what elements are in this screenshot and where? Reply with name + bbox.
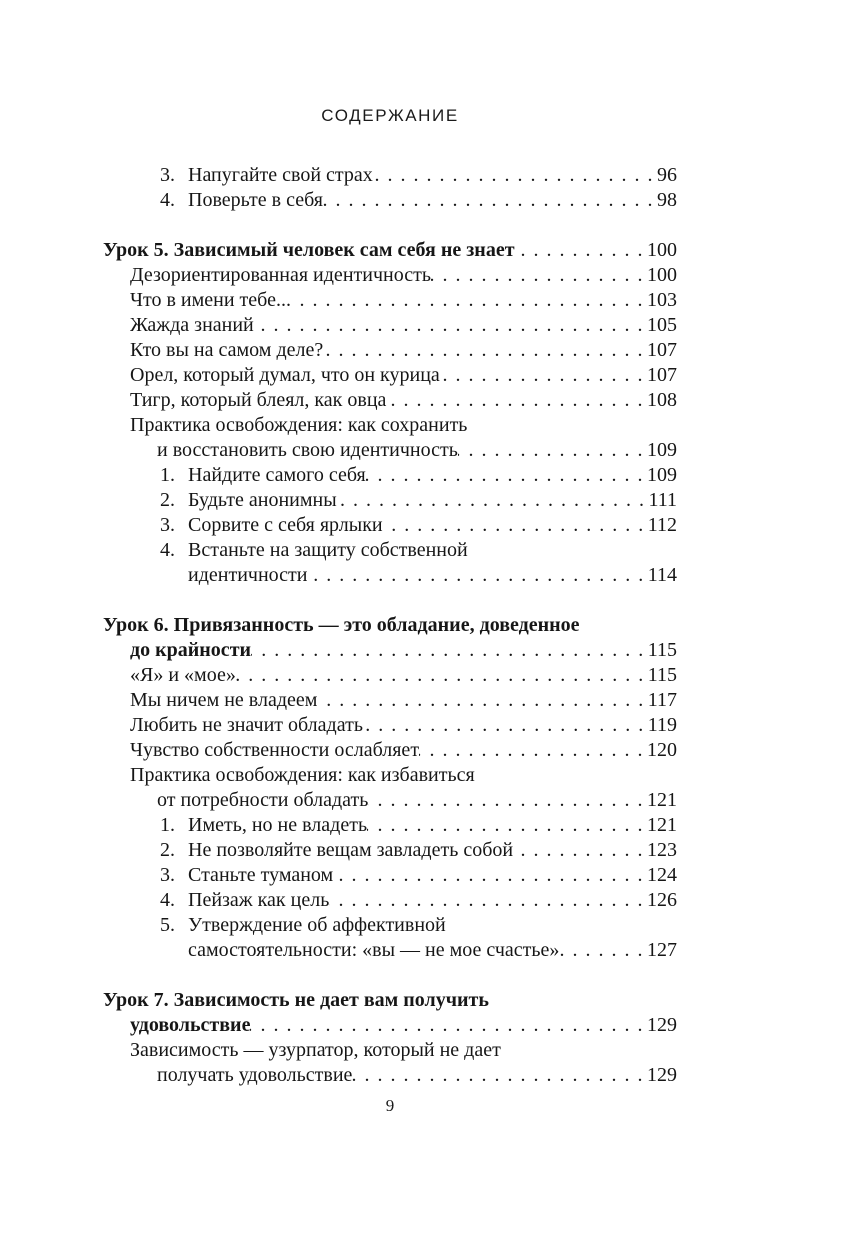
toc-entry-title: Не позволяйте вещам завладеть собой bbox=[188, 839, 514, 861]
toc-page-number: 117 bbox=[647, 689, 677, 711]
toc-row bbox=[103, 163, 677, 188]
toc-page-number: 109 bbox=[647, 439, 677, 461]
toc-row bbox=[103, 913, 677, 938]
toc-page-number: 107 bbox=[647, 364, 677, 386]
toc-page-number: 123 bbox=[647, 839, 677, 861]
toc-entry-number: 1. bbox=[160, 814, 175, 836]
dot-leader bbox=[458, 438, 647, 463]
toc-row bbox=[103, 1038, 677, 1063]
dot-leader bbox=[366, 463, 647, 488]
toc-row bbox=[103, 538, 677, 563]
toc-entry-title: Урок 5. Зависимый человек сам себя не знает bbox=[103, 239, 515, 261]
toc-entry-number: 5. bbox=[160, 914, 175, 936]
toc-entry-title: Орел, который думал, что он курица bbox=[130, 364, 440, 386]
toc-entry-title: Чувство собственности ослабляет bbox=[130, 739, 420, 761]
toc-page-number: 126 bbox=[647, 889, 677, 911]
toc-entry-title: Урок 7. Зависимость не дает вам получить bbox=[103, 989, 489, 1011]
toc-page-number: 127 bbox=[647, 939, 677, 961]
toc-entry-number: 2. bbox=[160, 489, 175, 511]
toc-row bbox=[103, 638, 677, 663]
toc-entry-number: 1. bbox=[160, 464, 175, 486]
page-number: 9 bbox=[385, 1096, 395, 1115]
toc-entry-title: идентичности bbox=[188, 564, 308, 586]
toc-entry-title: Сорвите с себя ярлыки bbox=[188, 514, 383, 536]
dot-leader bbox=[513, 838, 647, 863]
dot-leader bbox=[440, 363, 647, 388]
toc-entry-title: Встаньте на защиту собственной bbox=[188, 539, 468, 561]
toc-entry-number: 2. bbox=[160, 839, 175, 861]
dot-leader bbox=[559, 938, 647, 963]
toc-row bbox=[103, 338, 677, 363]
toc-row bbox=[103, 763, 677, 788]
toc-entry-title: Дезориентированная идентичность bbox=[130, 264, 431, 286]
toc-entry-title: Что в имени тебе... bbox=[130, 289, 291, 311]
toc-entry-title: Любить не значит обладать bbox=[130, 714, 363, 736]
dot-leader bbox=[373, 163, 657, 188]
toc-row bbox=[103, 713, 677, 738]
toc-row bbox=[103, 288, 677, 313]
toc-entry-title: получать удовольствие bbox=[157, 1064, 353, 1086]
toc-entry-number: 3. bbox=[160, 514, 175, 536]
toc-entry-title: и восстановить свою идентичность bbox=[157, 439, 458, 461]
toc-page-number: 111 bbox=[648, 489, 677, 511]
dot-leader bbox=[363, 713, 648, 738]
toc-row bbox=[103, 838, 677, 863]
toc-row bbox=[103, 513, 677, 538]
toc-row bbox=[103, 663, 677, 688]
dot-leader bbox=[236, 663, 648, 688]
dot-leader bbox=[368, 788, 647, 813]
toc-page-number: 124 bbox=[647, 864, 677, 886]
toc-row bbox=[103, 1013, 677, 1038]
toc-page-number: 114 bbox=[647, 564, 677, 586]
toc-page-number: 129 bbox=[647, 1014, 677, 1036]
toc-row bbox=[103, 263, 677, 288]
toc-page-number: 112 bbox=[647, 514, 677, 536]
dot-leader bbox=[431, 263, 647, 288]
toc-entry-title: Урок 6. Привязанность — это обладание, доведенное bbox=[103, 614, 580, 636]
toc-entry-number: 4. bbox=[160, 189, 175, 211]
toc-page-number: 109 bbox=[647, 464, 677, 486]
toc-entry-title: Будьте анонимны bbox=[188, 489, 337, 511]
dot-leader bbox=[254, 313, 647, 338]
dot-leader bbox=[329, 888, 647, 913]
toc-page-number: 108 bbox=[647, 389, 677, 411]
toc-row bbox=[103, 863, 677, 888]
toc-entry-title: Станьте туманом bbox=[188, 864, 334, 886]
toc-row bbox=[103, 413, 677, 438]
dot-leader bbox=[323, 338, 647, 363]
toc-row bbox=[103, 1063, 677, 1088]
toc-page-number: 115 bbox=[647, 664, 677, 686]
toc-page-number: 100 bbox=[647, 264, 677, 286]
toc-row bbox=[103, 488, 677, 513]
toc-page-number: 115 bbox=[647, 639, 677, 661]
toc-page-number: 129 bbox=[647, 1064, 677, 1086]
toc-row bbox=[103, 438, 677, 463]
toc-page-number: 121 bbox=[647, 814, 677, 836]
dot-leader bbox=[307, 563, 647, 588]
contents-title: СОДЕРЖАНИЕ bbox=[321, 106, 459, 125]
dot-leader bbox=[367, 813, 647, 838]
toc-row bbox=[103, 988, 677, 1013]
toc-page-number: 107 bbox=[647, 339, 677, 361]
toc-page-number: 119 bbox=[647, 714, 677, 736]
dot-leader bbox=[337, 488, 649, 513]
toc-page-number: 105 bbox=[647, 314, 677, 336]
toc-row bbox=[103, 888, 677, 913]
dot-leader bbox=[515, 238, 647, 263]
toc-entry-number: 3. bbox=[160, 164, 175, 186]
toc-row bbox=[103, 363, 677, 388]
toc-entry-title: Утверждение об аффективной bbox=[188, 914, 446, 936]
dot-leader bbox=[250, 1013, 647, 1038]
toc-entry-title: Практика освобождения: как сохранить bbox=[130, 414, 468, 436]
toc-entry-number: 4. bbox=[160, 539, 175, 561]
toc-page-number: 120 bbox=[647, 739, 677, 761]
toc-row bbox=[103, 613, 677, 638]
dot-leader bbox=[251, 638, 648, 663]
toc-row bbox=[103, 313, 677, 338]
table-of-contents bbox=[103, 163, 677, 1088]
toc-page-number: 121 bbox=[647, 789, 677, 811]
toc-row bbox=[103, 813, 677, 838]
dot-leader bbox=[291, 288, 647, 313]
dot-leader bbox=[419, 738, 647, 763]
toc-row bbox=[103, 688, 677, 713]
toc-entry-title: Поверьте в себя bbox=[188, 189, 323, 211]
toc-entry-title: до крайности bbox=[130, 639, 252, 661]
toc-page-number: 100 bbox=[647, 239, 677, 261]
toc-entry-title: Напугайте свой страх bbox=[188, 164, 373, 186]
toc-entry-title: Мы ничем не владеем bbox=[130, 689, 318, 711]
toc-entry-title: Иметь, но не владеть bbox=[188, 814, 368, 836]
toc-entry-title: самостоятельности: «вы — не мое счастье» bbox=[188, 939, 560, 961]
toc-row bbox=[103, 188, 677, 213]
toc-row bbox=[103, 788, 677, 813]
toc-entry-number: 3. bbox=[160, 864, 175, 886]
toc-page-number: 96 bbox=[657, 164, 677, 186]
toc-entry-title: «Я» и «мое» bbox=[130, 664, 236, 686]
toc-entry-title: Найдите самого себя bbox=[188, 464, 366, 486]
toc-entry-number: 4. bbox=[160, 889, 175, 911]
toc-entry-title: удовольствие bbox=[130, 1014, 251, 1036]
toc-page-number: 98 bbox=[657, 189, 677, 211]
toc-entry-title: Тигр, который блеял, как овца bbox=[130, 389, 387, 411]
toc-entry-title: Практика освобождения: как избавиться bbox=[130, 764, 475, 786]
dot-leader bbox=[323, 188, 657, 213]
dot-leader bbox=[317, 688, 647, 713]
toc-entry-title: Кто вы на самом деле? bbox=[130, 339, 324, 361]
toc-row bbox=[103, 388, 677, 413]
dot-leader bbox=[352, 1063, 647, 1088]
toc-row bbox=[103, 238, 677, 263]
toc-entry-title: от потребности обладать bbox=[157, 789, 369, 811]
toc-entry-title: Зависимость — узурпатор, который не дает bbox=[130, 1039, 501, 1061]
toc-entry-title: Жажда знаний bbox=[130, 314, 254, 336]
dot-leader bbox=[383, 513, 648, 538]
dot-leader bbox=[333, 863, 647, 888]
toc-entry-title: Пейзаж как цель bbox=[188, 889, 330, 911]
toc-row bbox=[103, 463, 677, 488]
dot-leader bbox=[386, 388, 647, 413]
toc-row bbox=[103, 938, 677, 963]
toc-row bbox=[103, 738, 677, 763]
toc-row bbox=[103, 563, 677, 588]
toc-page-number: 103 bbox=[647, 289, 677, 311]
